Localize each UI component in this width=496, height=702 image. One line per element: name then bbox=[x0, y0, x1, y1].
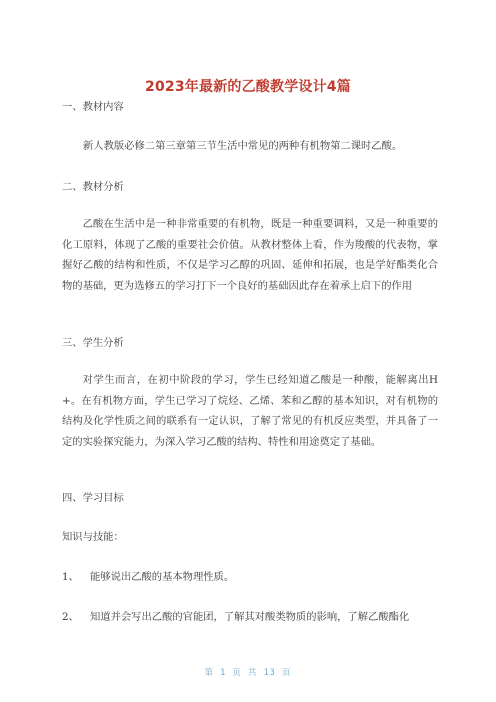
section-4-heading: 四、学习目标 bbox=[62, 492, 124, 504]
list-item bbox=[62, 570, 234, 584]
list-item-number: 2、 bbox=[62, 611, 79, 623]
list-item-text: 能够说出乙酸的基本物理性质。 bbox=[90, 571, 235, 583]
section-1-text: 新人教版必修二第三章第三节生活中常见的两种有机物第二课时乙酸。 bbox=[83, 140, 403, 152]
list-item-text: 知道并会写出乙酸的官能团，了解其对酸类物质的影响，了解乙酸酯化 bbox=[90, 611, 410, 623]
list-item bbox=[62, 610, 409, 624]
document-title: 2023年最新的乙酸教学设计4篇 bbox=[145, 79, 351, 95]
section-2-heading: 二、教材分析 bbox=[62, 181, 124, 193]
section-2-paragraph: 乙酸在生活中是一种非常重要的有机物，既是一种重要调料，又是一种重要的化工原料，体现了乙酸的重要社会价值。从教材整体上看，作为羧酸的代表物，掌握好乙酸的结构和性质，不仅是学习乙醇的巩固、延伸和拓展，也是学好酯类化合物的基础，更为选修五的学习打下一个良好的基础因此存在着承上启下的作用 bbox=[62, 218, 438, 292]
section-1-heading: 一、教材内容 bbox=[62, 101, 124, 113]
list-item-number: 1、 bbox=[62, 571, 79, 583]
section-3-heading: 三、学生分析 bbox=[62, 337, 124, 349]
section-4-subheading: 知识与技能： bbox=[62, 531, 124, 543]
section-3-paragraph: 对学生而言，在初中阶段的学习，学生已经知道乙酸是一种酸，能解离出H+。在有机物方面，学生已学习了烷烃、乙烯、苯和乙醇的基本知识，对有机物的结构及化学性质之间的联系有一定认识，了解了常见的有机反应类型，并具备了一定的实验探究能力，为深入学习乙酸的结构、特性和用途奠定了基础。 bbox=[62, 374, 438, 448]
page-footer: 第 1 页 共 13 页 bbox=[204, 668, 292, 678]
